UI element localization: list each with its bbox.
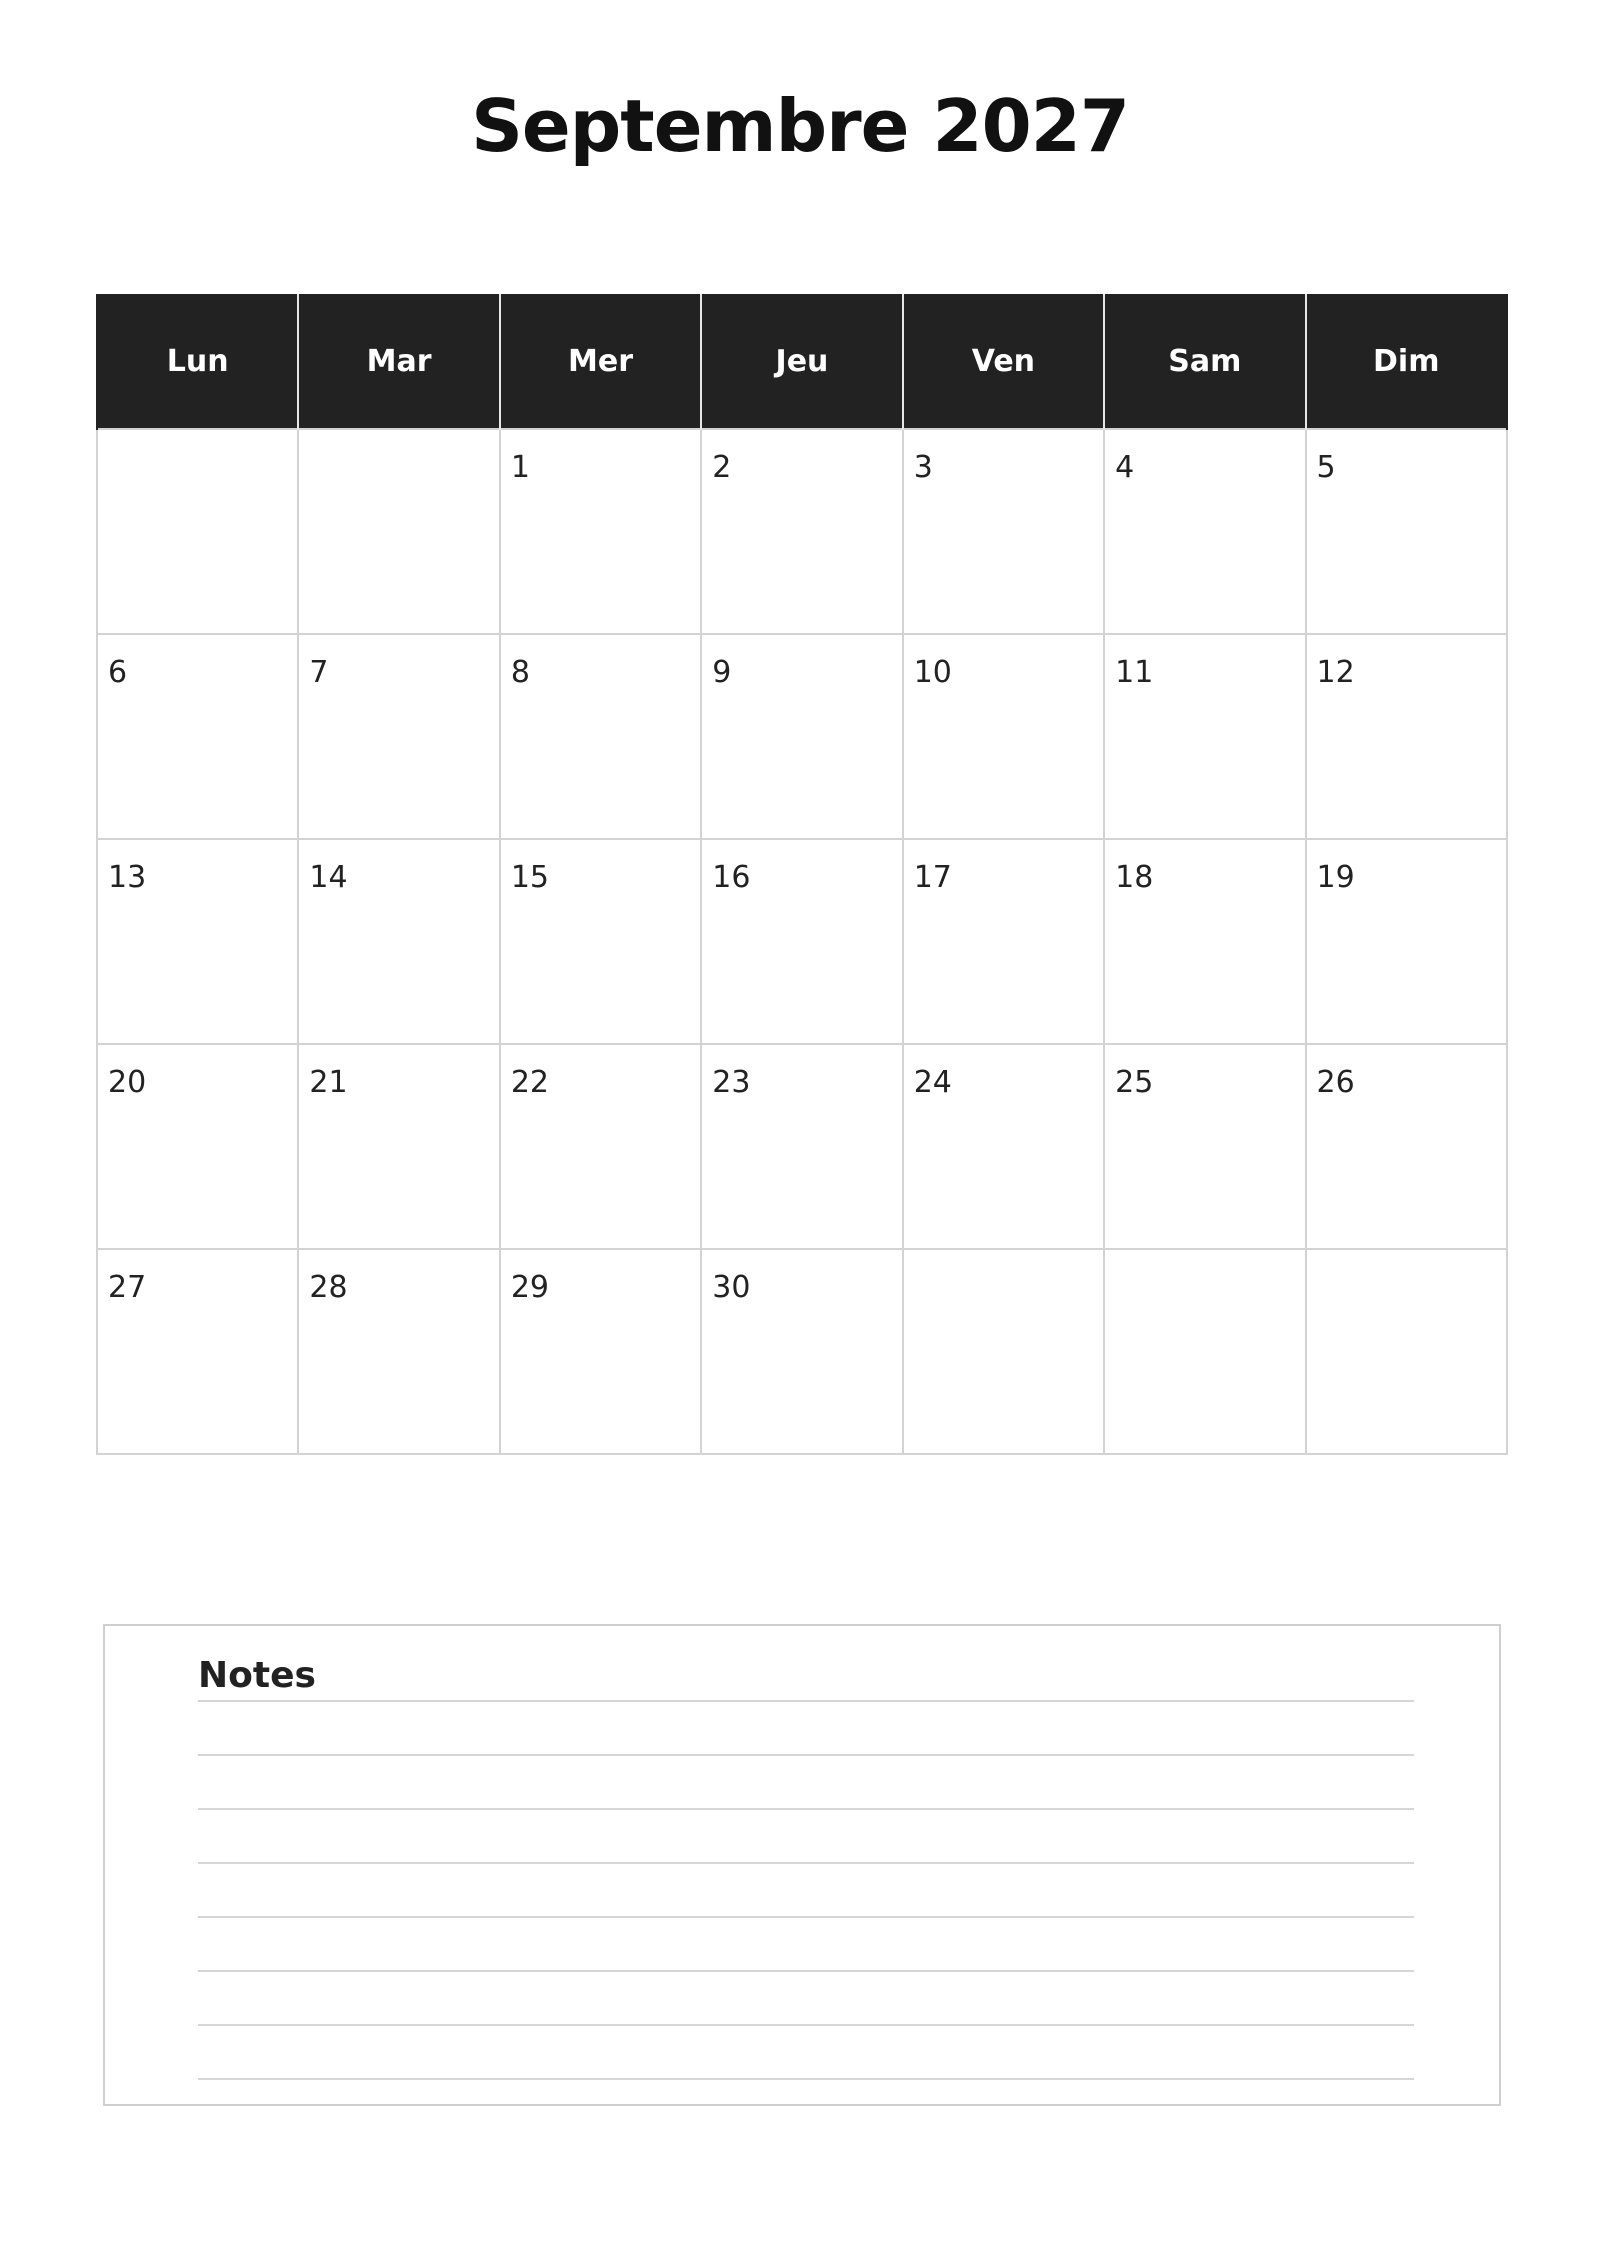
day-cell (701, 839, 902, 1044)
day-cell (500, 429, 701, 634)
note-line (198, 1916, 1414, 1918)
day-number: 17 (913, 860, 952, 895)
notes-box (103, 1624, 1501, 2106)
day-cell (1306, 1249, 1507, 1454)
notes-title: Notes (198, 1655, 316, 1696)
note-line (198, 1700, 1414, 1702)
day-cell (903, 429, 1104, 634)
weekday-header: Lun (97, 294, 298, 429)
day-number: 4 (1115, 450, 1135, 485)
day-cell (500, 839, 701, 1044)
day-number: 8 (510, 655, 530, 690)
day-number (904, 1250, 1103, 1270)
day-cell (701, 634, 902, 839)
day-number: 14 (309, 860, 348, 895)
note-line (198, 1808, 1414, 1810)
day-number: 13 (108, 860, 147, 895)
day-number: 15 (510, 860, 550, 895)
note-line (198, 2024, 1414, 2026)
day-number: 23 (712, 1065, 751, 1100)
week-row (97, 634, 1507, 839)
day-cell (903, 839, 1104, 1044)
day-number: 3 (913, 450, 933, 485)
day-number: 6 (108, 655, 128, 690)
day-cell (1306, 1044, 1507, 1249)
day-number: 21 (309, 1065, 348, 1100)
day-number: 18 (1115, 860, 1154, 895)
day-cell (500, 1044, 701, 1249)
day-cell (298, 634, 499, 839)
day-number: 9 (712, 655, 732, 690)
day-number (1307, 1250, 1506, 1270)
week-row (97, 839, 1507, 1044)
day-number: 5 (1316, 450, 1336, 485)
weekday-header: Sam (1104, 294, 1305, 429)
day-number: 10 (913, 655, 952, 690)
day-number: 25 (1115, 1065, 1154, 1100)
day-cell (298, 1044, 499, 1249)
day-cell (97, 429, 298, 634)
day-cell (500, 1249, 701, 1454)
day-number: 11 (1115, 655, 1154, 690)
day-number (1105, 1250, 1304, 1270)
note-line (198, 1862, 1414, 1864)
day-cell (903, 634, 1104, 839)
weekday-header: Dim (1306, 294, 1507, 429)
day-cell (298, 429, 499, 634)
day-cell (1104, 1249, 1305, 1454)
day-number: 12 (1316, 655, 1355, 690)
day-number: 19 (1316, 860, 1355, 895)
day-number: 2 (712, 450, 732, 485)
week-row (97, 1249, 1507, 1454)
weekday-header: Jeu (701, 294, 902, 429)
day-number: 30 (712, 1270, 751, 1305)
day-cell (97, 1044, 298, 1249)
day-cell (1306, 429, 1507, 634)
weekday-header: Ven (903, 294, 1104, 429)
day-cell (500, 634, 701, 839)
day-number (299, 430, 498, 450)
day-cell (298, 1249, 499, 1454)
day-cell (1104, 634, 1305, 839)
day-number: 22 (510, 1065, 550, 1100)
day-number: 1 (510, 450, 530, 485)
week-row (97, 429, 1507, 634)
day-cell (1104, 1044, 1305, 1249)
day-cell (97, 1249, 298, 1454)
day-cell (97, 839, 298, 1044)
day-cell (903, 1249, 1104, 1454)
day-cell (701, 1249, 902, 1454)
day-cell (701, 1044, 902, 1249)
day-cell (1306, 839, 1507, 1044)
day-cell (1104, 429, 1305, 634)
note-line (198, 1970, 1414, 1972)
day-cell (903, 1044, 1104, 1249)
day-number: 26 (1316, 1065, 1355, 1100)
day-number: 27 (108, 1270, 147, 1305)
day-cell (1104, 839, 1305, 1044)
week-row (97, 1044, 1507, 1249)
day-number: 7 (309, 655, 329, 690)
weekday-header: Mar (298, 294, 499, 429)
page-title: Septembre 2027 (471, 84, 1129, 168)
weekday-header-row (97, 294, 1507, 429)
day-number: 28 (309, 1270, 348, 1305)
day-number: 24 (913, 1065, 952, 1100)
calendar-grid (96, 294, 1508, 1455)
day-cell (1306, 634, 1507, 839)
day-number: 29 (510, 1270, 550, 1305)
note-line (198, 2078, 1414, 2080)
note-line (198, 1754, 1414, 1756)
day-cell (298, 839, 499, 1044)
day-cell (97, 634, 298, 839)
day-number: 20 (108, 1065, 147, 1100)
day-number: 16 (712, 860, 751, 895)
day-number (98, 430, 297, 450)
day-cell (701, 429, 902, 634)
weekday-header: Mer (500, 294, 701, 429)
